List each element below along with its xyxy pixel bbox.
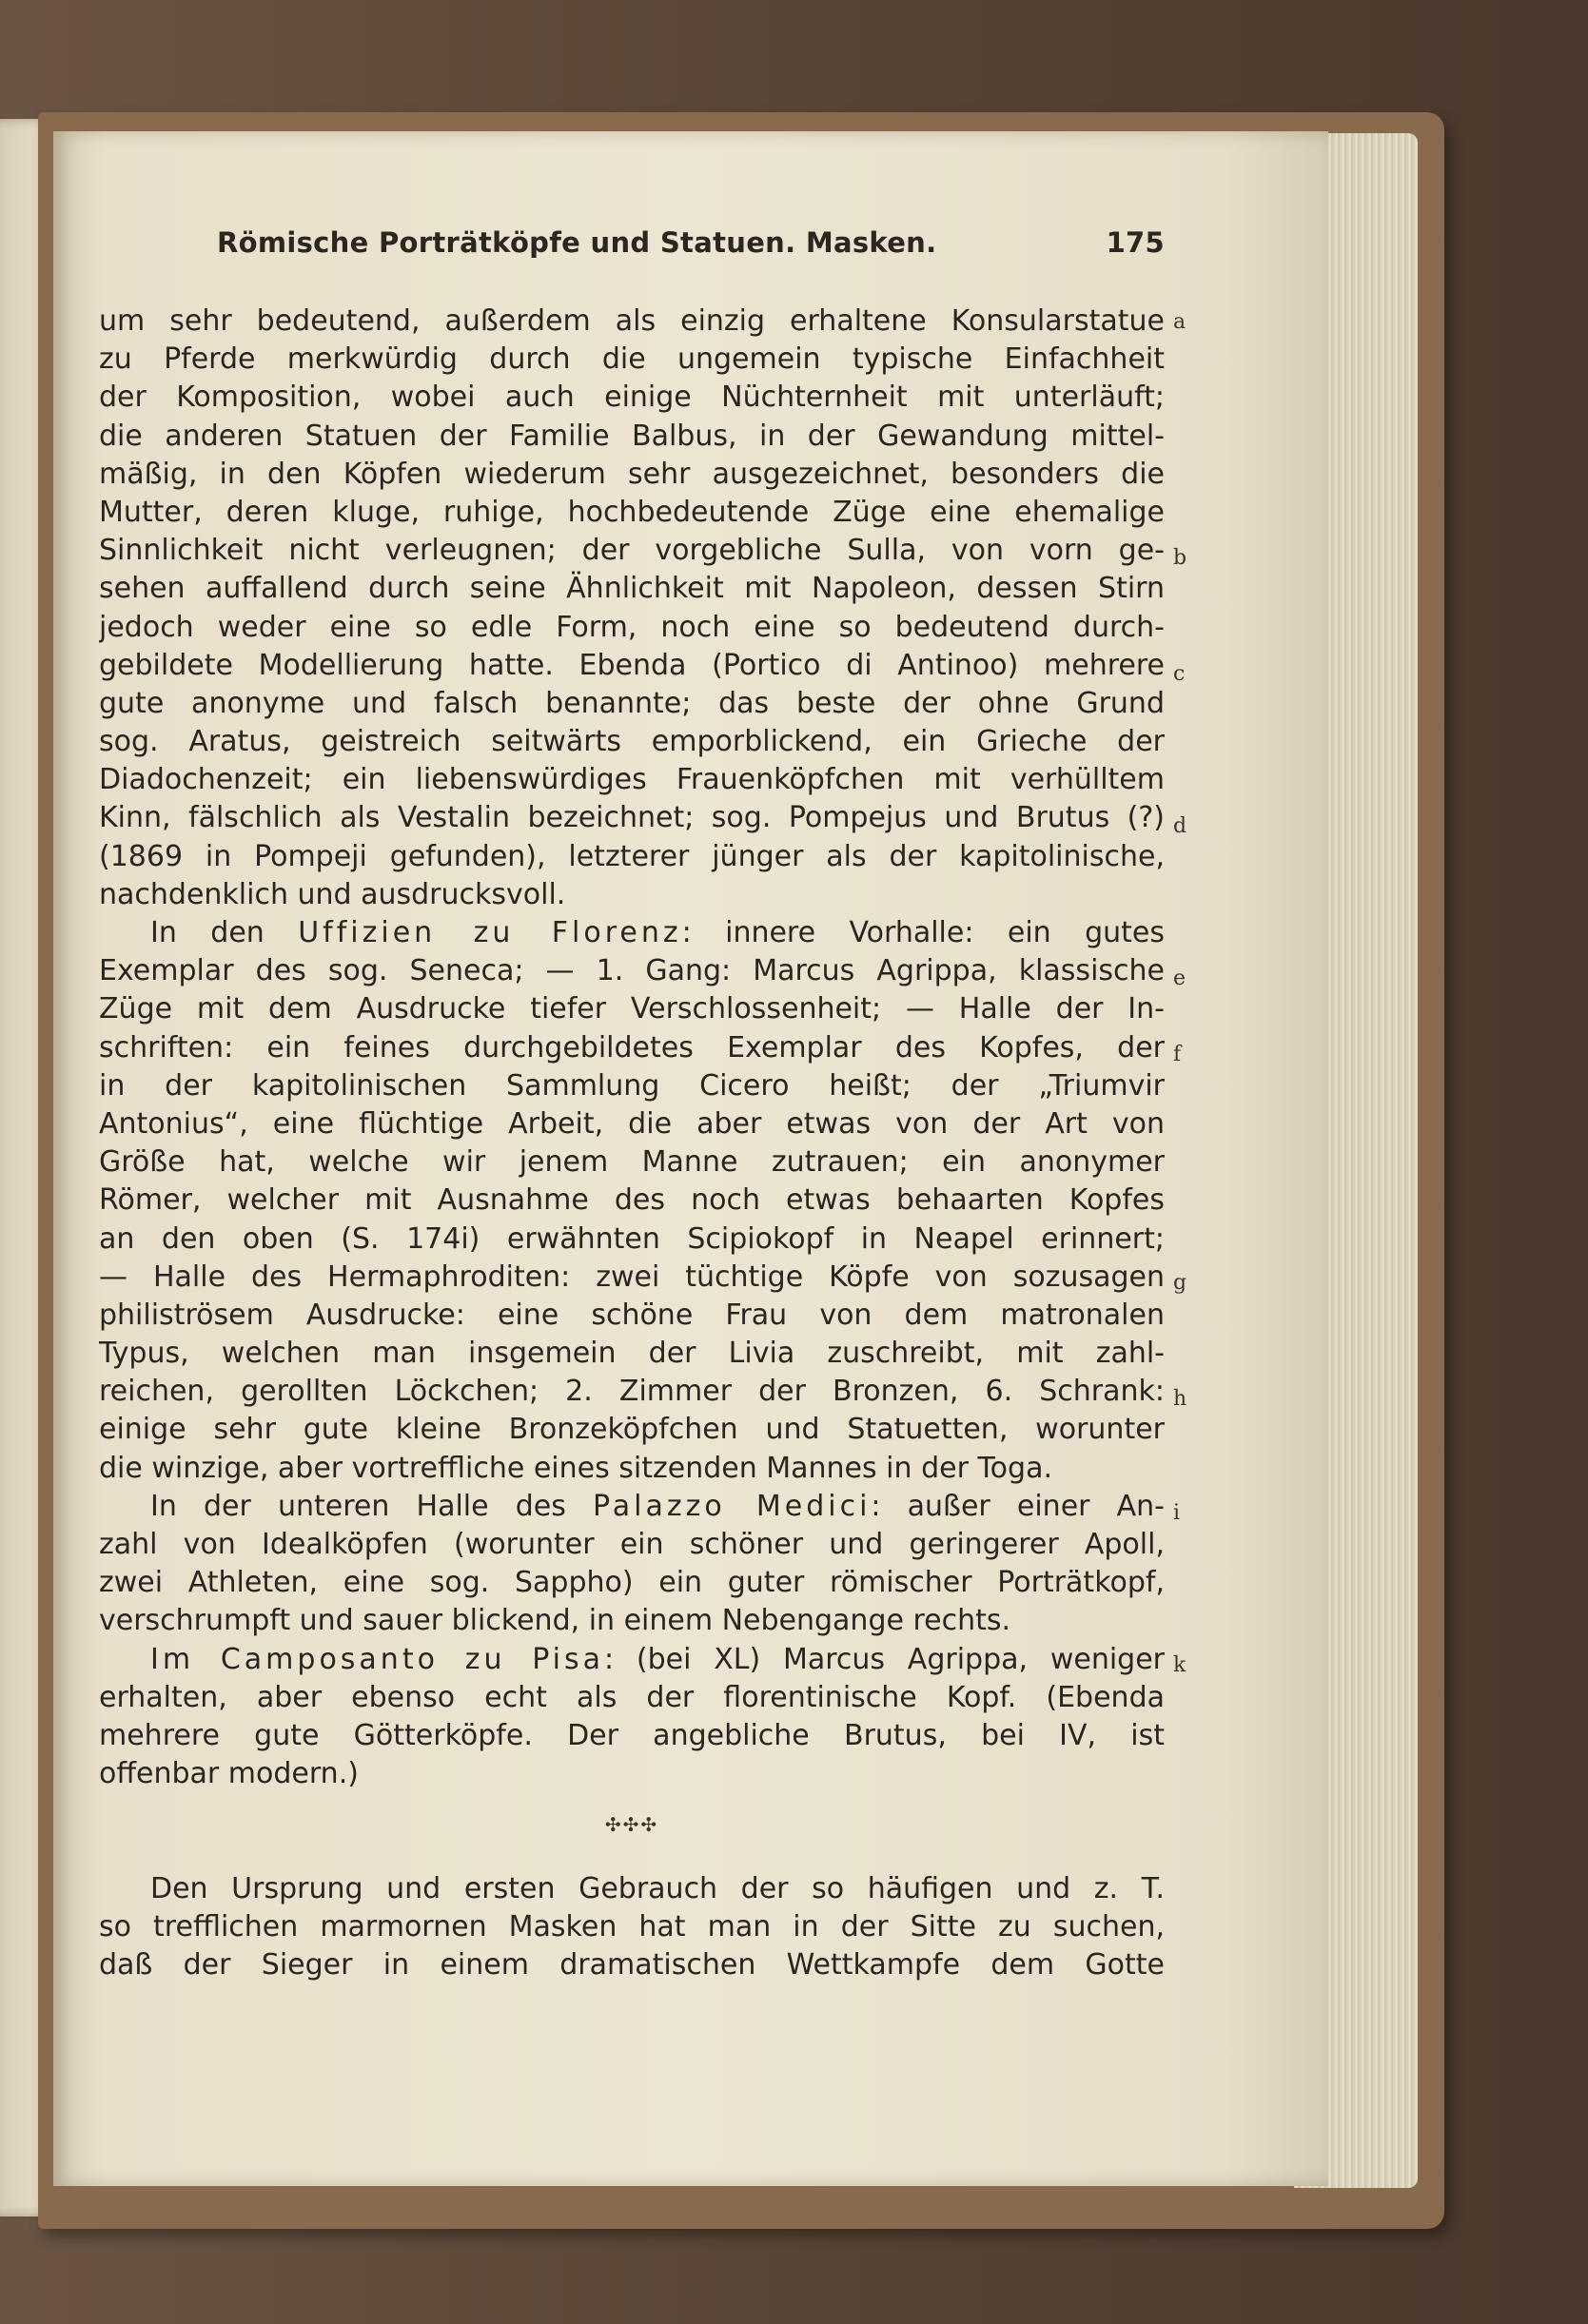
text-line: der Komposition, wobei auch einige Nüchternheit mit unterläuft; (99, 381, 1165, 415)
text-line: Römer, welcher mit Ausnahme des noch etwas behaarten Kopfes (99, 1183, 1165, 1218)
text-line: Mutter, deren kluge, ruhige, hochbedeutende Züge eine ehemalige (99, 495, 1165, 529)
text-line: die winzige, aber vortreffliche eines sitzenden Mannes in der Toga. (99, 1451, 1052, 1485)
header-title: Römische Porträtköpfe und Statuen. Masken. (217, 226, 937, 259)
text-line: philiströsem Ausdrucke: eine schöne Frau von dem matronalen (99, 1298, 1165, 1332)
margin-letter: e (1173, 967, 1186, 990)
text-line: Diadochenzeit; ein liebenswürdiges Frauenköpfchen mit verhülltem (99, 763, 1165, 797)
margin-letter: d (1173, 814, 1187, 838)
margin-letter: h (1173, 1387, 1187, 1411)
running-header (164, 226, 1165, 266)
margin-letter: b (1173, 546, 1187, 570)
text-line: Typus, welchen man insgemein der Livia zuschreibt, mit zahl- (99, 1337, 1165, 1371)
text-line: Den Ursprung und ersten Gebrauch der so häufigen und z. T. (150, 1872, 1165, 1905)
section-ornament: ✣✣✣ (604, 1813, 659, 1836)
paragraph-lead (99, 1488, 1165, 1526)
lead-plain: In den (150, 916, 299, 949)
margin-letter: g (1173, 1271, 1187, 1295)
margin-letter: f (1173, 1043, 1182, 1066)
text-line: (1869 in Pompeji gefunden), letzterer jünger als der kapitolinische, (99, 839, 1165, 873)
body-text (99, 303, 1165, 1836)
lead-rest: : innere Vorhalle: ein gutes (681, 916, 1165, 949)
text-line: gute anonyme und falsch benannte; das beste der ohne Grund (99, 686, 1165, 720)
text-line: offenbar modern.) (99, 1757, 359, 1791)
paragraph-lead (99, 1641, 1165, 1679)
text-line: Kinn, fälschlich als Vestalin bezeichnet; sog. Pompejus und Brutus (?) (99, 801, 1165, 835)
margin-letter: c (1173, 662, 1186, 686)
text-line: gebildete Modellierung hatte. Ebenda (Portico di Antinoo) mehrere (99, 648, 1165, 682)
paragraph-lead (99, 914, 1165, 952)
text-line: mäßig, in den Köpfen wiederum sehr ausgezeichnet, besonders die (99, 457, 1165, 491)
margin-letter: i (1173, 1501, 1181, 1525)
text-line: zwei Athleten, eine sog. Sappho) ein guter römischer Porträtkopf, (99, 1566, 1165, 1600)
text-line: sehen auffallend durch seine Ähnlichkeit mit Napoleon, dessen Stirn (99, 572, 1165, 606)
text-line: die anderen Statuen der Familie Balbus, in der Gewandung mittel- (99, 419, 1165, 453)
text-line: mehrere gute Götterköpfe. Der angebliche Brutus, bei IV, ist (99, 1718, 1165, 1752)
margin-letter: a (1173, 310, 1186, 334)
text-line: Exemplar des sog. Seneca; — 1. Gang: Marcus Agrippa, klassische (99, 954, 1165, 988)
text-line: verschrumpft und sauer blickend, in einem Nebengange rechts. (99, 1604, 1011, 1638)
text-line: in der kapitolinischen Sammlung Cicero heißt; der „Triumvir (99, 1068, 1165, 1103)
text-line: Größe hat, welche wir jenem Manne zutrauen; ein anonymer (99, 1145, 1165, 1180)
lead-rest: : (bei XL) Marcus Agrippa, weniger (604, 1642, 1165, 1676)
text-line: einige sehr gute kleine Bronzeköpfchen und Statuetten, worunter (99, 1413, 1165, 1447)
place-name: Im Camposanto zu Pisa (150, 1642, 605, 1676)
margin-letter: k (1173, 1653, 1186, 1677)
text-line: um sehr bedeutend, außerdem als einzig erhaltene Konsularstatue (99, 304, 1165, 338)
text-line: — Halle des Hermaphroditen: zwei tüchtige Köpfe von sozusagen (99, 1260, 1165, 1294)
text-line: erhalten, aber ebenso echt als der florentinische Kopf. (Ebenda (99, 1680, 1165, 1714)
text-line: zu Pferde merkwürdig durch die ungemein typische Einfachheit (99, 342, 1165, 377)
text-line: sog. Aratus, geistreich seitwärts emporblickend, ein Grieche der (99, 725, 1165, 759)
text-line: Sinnlichkeit nicht verleugnen; der vorgebliche Sulla, von vorn ge- (99, 534, 1165, 568)
page-number: 175 (1106, 226, 1165, 259)
place-name: Uffizien zu Florenz (298, 916, 682, 949)
text-line: Antonius“, eine flüchtige Arbeit, die aber etwas von der Art von (99, 1106, 1165, 1141)
text-line: reichen, gerollten Löckchen; 2. Zimmer der Bronzen, 6. Schrank: (99, 1375, 1165, 1409)
lead-rest: : außer einer An- (871, 1489, 1165, 1523)
section-masks-text (99, 1870, 1165, 1985)
lead-plain: In der unteren Halle des (150, 1489, 594, 1523)
text-line: schriften: ein feines durchgebildetes Exemplar des Kopfes, der (99, 1030, 1165, 1064)
text-line: Züge mit dem Ausdrucke tiefer Verschlossenheit; — Halle der In- (99, 992, 1165, 1026)
text-line: jedoch weder eine so edle Form, noch eine so bedeutend durch- (99, 610, 1165, 644)
text-line: zahl von Idealköpfen (worunter ein schöner und geringerer Apoll, (99, 1528, 1165, 1561)
place-name: Palazzo Medici (593, 1489, 872, 1523)
text-line: so trefflichen marmornen Masken hat man in der Sitte zu suchen, (99, 1910, 1165, 1944)
text-line: nachdenklich und ausdrucksvoll. (99, 877, 566, 911)
text-line: an den oben (S. 174i) erwähnten Scipiokopf in Neapel erinnert; (99, 1221, 1165, 1256)
text-line: daß der Sieger in einem dramatischen Wettkampfe dem Gotte (99, 1948, 1165, 1982)
